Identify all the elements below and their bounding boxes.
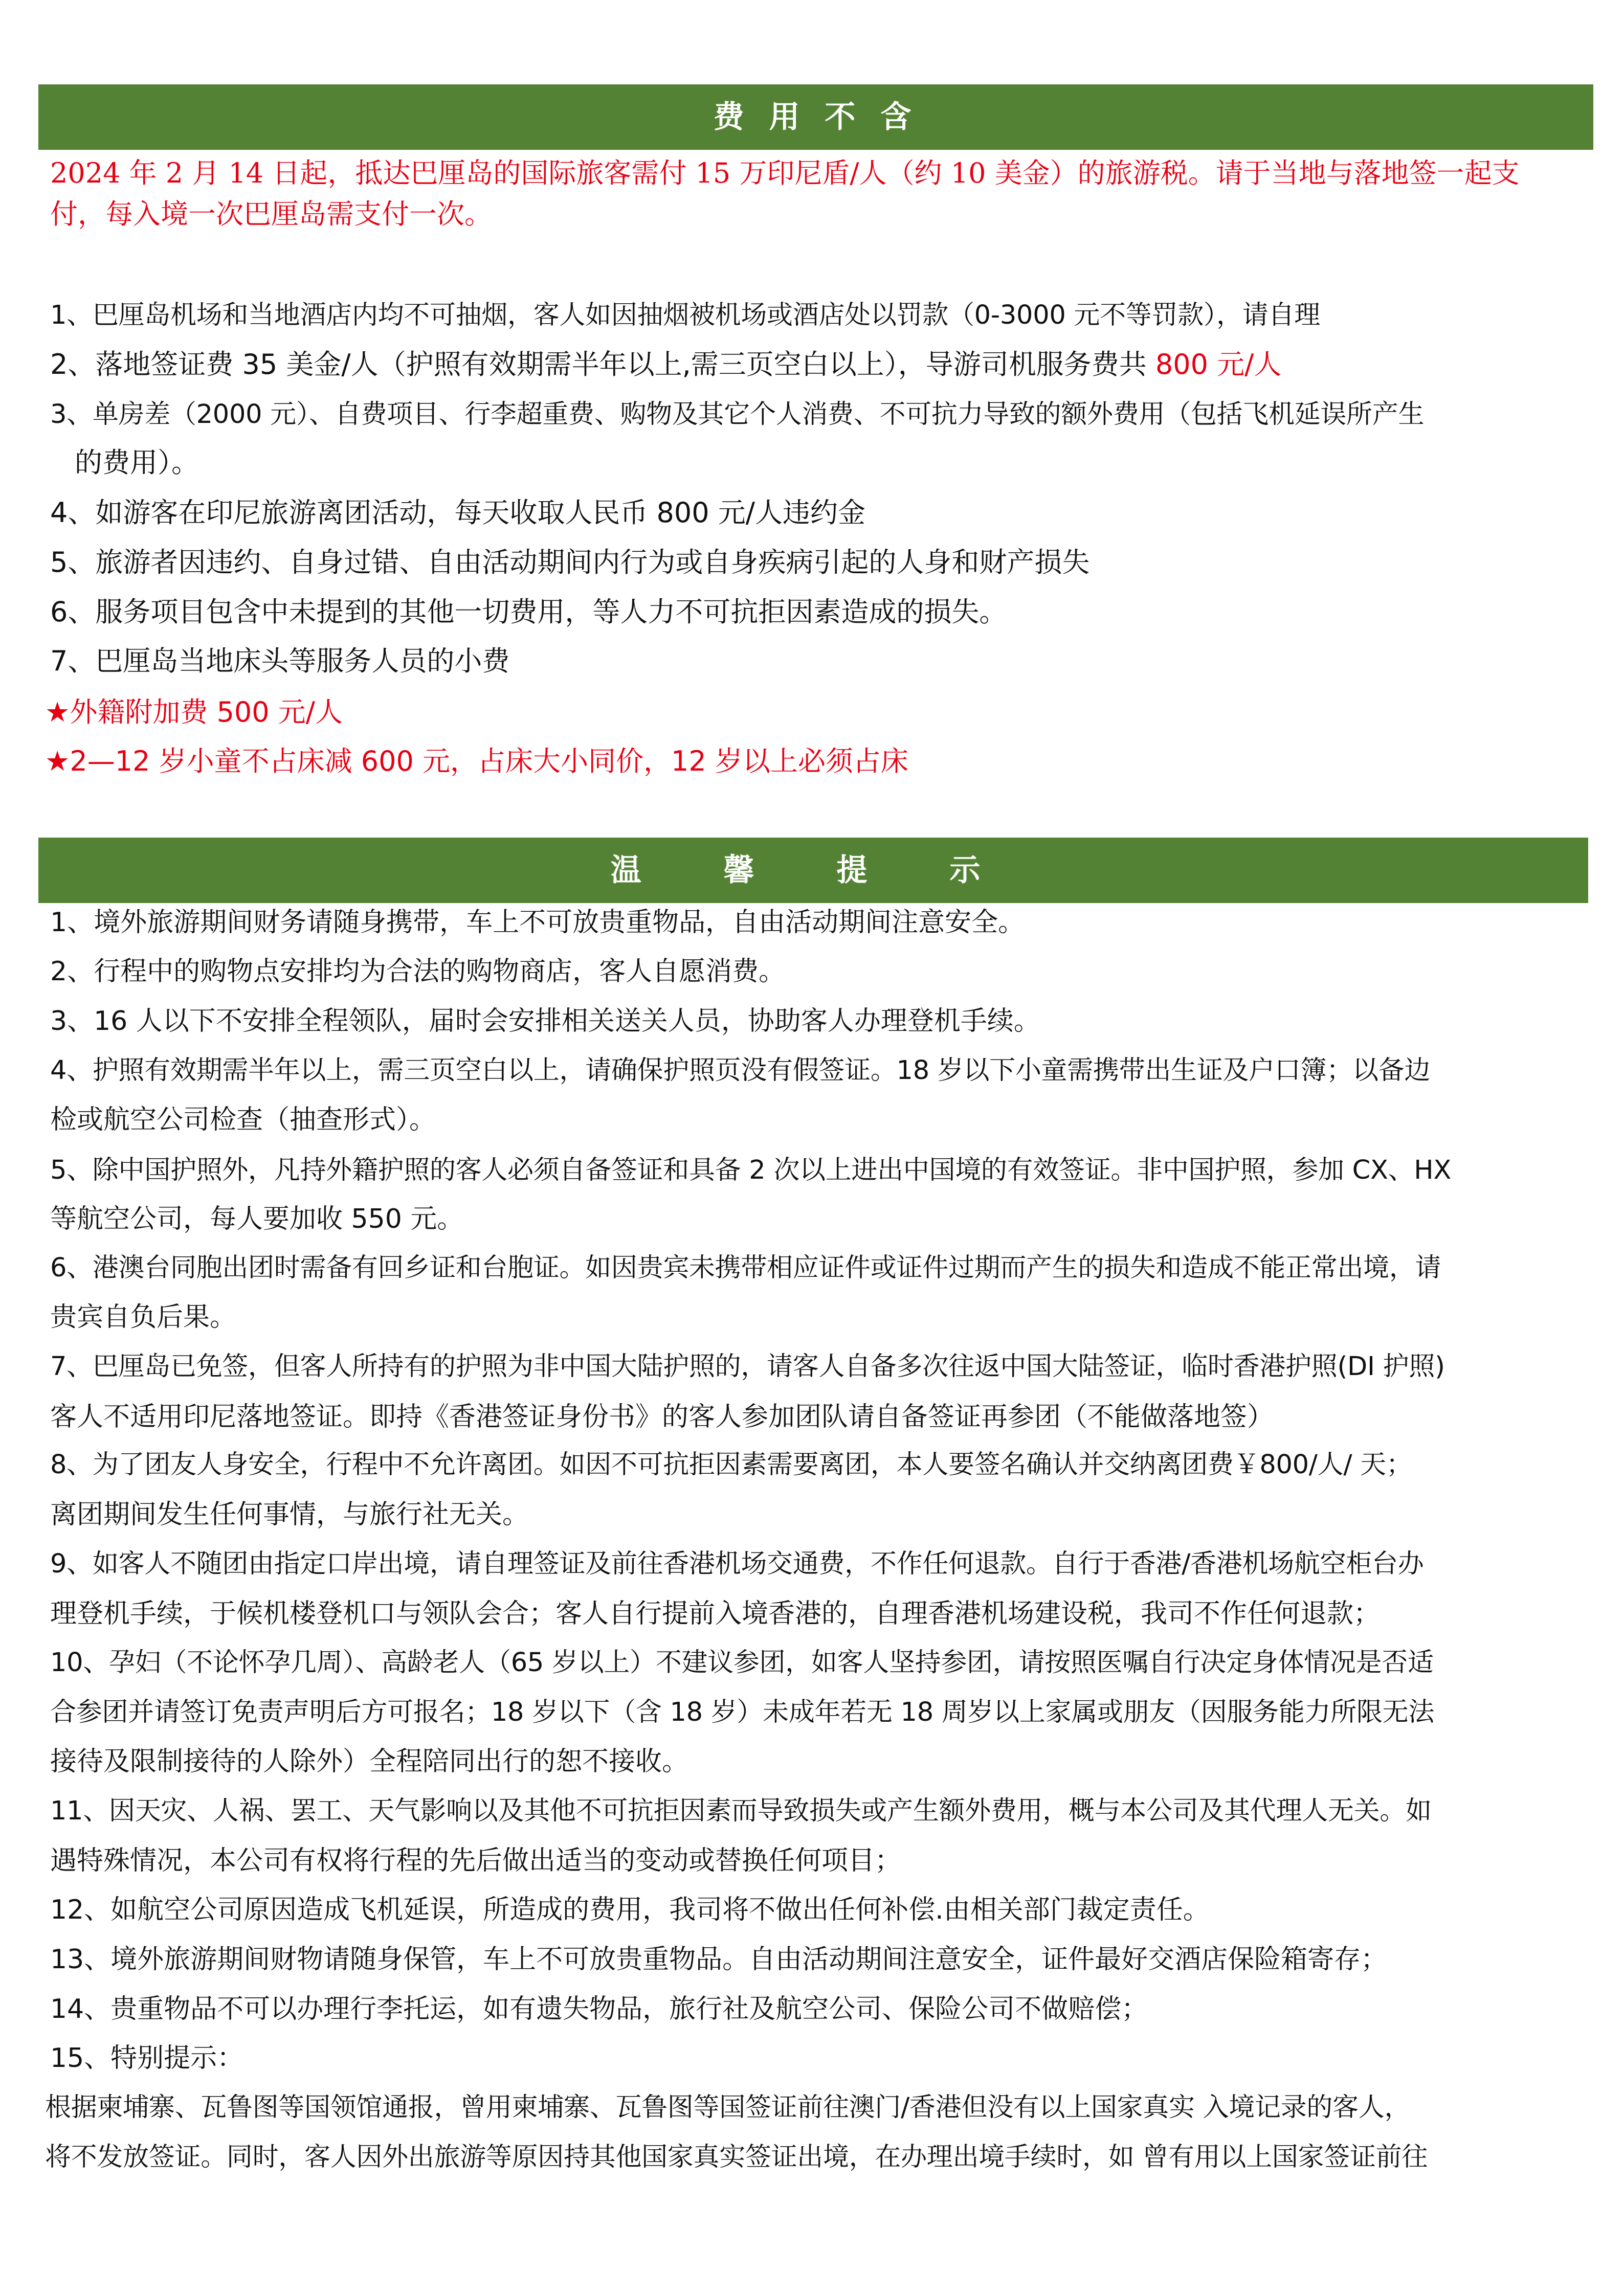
fee-item-6: 6、服务项目包含中未提到的其他一切费用，等人力不可抗拒因素造成的损失。 [50,596,1007,628]
tip-line: 接待及限制接待的人除外）全程陪同出行的恕不接收。 [50,1746,689,1777]
tip-line: 9、如客人不随团由指定口岸出境，请自理签证及前往香港机场交通费，不作任何退款。自行于香港/香港机场航空柜台办 [50,1549,1424,1579]
tip-line: 理登机手续，于候机楼登机口与领队会合；客人自行提前入境香港的，自理香港机场建设税，我司不作任何退款； [50,1599,1381,1629]
tip-line: 6、港澳台同胞出团时需备有回乡证和台胞证。如因贵宾未携带相应证件或证件过期而产生的损失和造成不能正常出境，请 [50,1253,1441,1283]
fee-item-2-text: 2、落地签证费 35 美金/人（护照有效期需半年以上,需三页空白以上），导游司机服务费共 [50,348,1155,380]
fee-item-4: 4、如游客在印尼旅游离团活动，每天收取人民币 800 元/人违约金 [50,497,865,529]
tax-notice-line-2: 付，每入境一次巴厘岛需支付一次。 [50,198,492,230]
tip-line: 2、行程中的购物点安排均为合法的购物商店，客人自愿消费。 [50,956,786,987]
fee-item-5: 5、旅游者因违约、自身过错、自由活动期间内行为或自身疾病引起的人身和财产损失 [50,546,1090,578]
tax-notice-line-1: 2024 年 2 月 14 日起，抵达巴厘岛的国际旅客需付 15 万印尼盾/人（约 10 美金）的旅游税。请于当地与落地签一起支 [50,157,1520,189]
fee-item-3: 3、单房差（2000 元）、自费项目、行李超重费、购物及其它个人消费、不可抗力导致的额外费用（包括飞机延误所产生 [50,399,1425,430]
tip-line: 11、因天灾、人祸、罢工、天气影响以及其他不可抗拒因素而导致损失或产生额外费用，概与本公司及其代理人无关。如 [50,1796,1432,1826]
tip-line: 客人不适用印尼落地签证。即持《香港签证身份书》的客人参加团队请自备签证再参团（不能做落地签） [50,1402,1274,1432]
tip-line: 3、16 人以下不安排全程领队，届时会安排相关送关人员，协助客人办理登机手续。 [50,1006,1040,1037]
tip-line: 合参团并请签订免责声明后方可报名；18 岁以下（含 18 岁）未成年若无 18 周岁以上家属或朋友（因服务能力所限无法 [50,1697,1435,1727]
tip-line: 4、护照有效期需半年以上，需三页空白以上，请确保护照页没有假签证。18 岁以下小童需携带出生证及户口簿；以备边 [50,1055,1431,1086]
tip-line: 1、境外旅游期间财务请随身携带，车上不可放贵重物品，自由活动期间注意安全。 [50,907,1025,938]
star-note-foreigner-surcharge: ★外籍附加费 500 元/人 [45,696,343,728]
section-header-tips: 温 馨 提 示 [38,838,1588,903]
tip-line: 5、除中国护照外，凡持外籍护照的客人必须自备签证和具备 2 次以上进出中国境的有效签证。非中国护照，参加 CX、HX [50,1155,1451,1185]
star-note-child-policy: ★2—12 岁小童不占床减 600 元，占床大小同价，12 岁以上必须占床 [45,745,908,777]
tip-line: 7、巴厘岛已免签，但客人所持有的护照为非中国大陆护照的，请客人自备多次往返中国大陆签证，临时香港护照(DI 护照) [50,1352,1445,1382]
tip-line: 根据柬埔寨、瓦鲁图等国领馆通报，曾用柬埔寨、瓦鲁图等国签证前往澳门/香港但没有以上国家真实 入境记录的客人， [45,2092,1411,2123]
tip-line: 10、孕妇（不论怀孕几周）、高龄老人（65 岁以上）不建议参团，如客人坚持参团，请按照医嘱自行决定身体情况是否适 [50,1648,1434,1678]
tip-line: 离团期间发生任何事情，与旅行社无关。 [50,1499,529,1530]
fee-item-1: 1、巴厘岛机场和当地酒店内均不可抽烟，客人如因抽烟被机场或酒店处以罚款（0-3000 元不等罚款），请自理 [50,300,1320,330]
tip-line: 等航空公司，每人要加收 550 元。 [50,1204,464,1234]
tip-line: 12、如航空公司原因造成飞机延误，所造成的费用，我司将不做出任何补偿.由相关部门裁定责任。 [50,1895,1210,1925]
tip-line: 14、贵重物品不可以办理行李托运，如有遗失物品，旅行社及航空公司、保险公司不做赔偿； [50,1994,1148,2024]
tip-line: 贵宾自负后果。 [50,1302,237,1333]
section-header-fees-excluded: 费 用 不 含 [38,84,1593,150]
guide-fee-highlight: 800 元/人 [1155,348,1282,380]
fee-item-2 [50,346,1281,383]
tip-line: 8、为了团友人身安全，行程中不允许离团。如因不可抗拒因素需要离团，本人要签名确认并交纳离团费￥800/人/ 天； [50,1450,1412,1480]
tip-line: 将不发放签证。同时，客人因外出旅游等原因持其他国家真实签证出境，在办理出境手续时，如 曾有用以上国家签证前往 [45,2142,1428,2172]
tip-line: 13、境外旅游期间财物请随身保管，车上不可放贵重物品。自由活动期间注意安全，证件最好交酒店保险箱寄存； [50,1944,1388,1975]
tip-line: 15、特别提示： [50,2043,244,2074]
fee-item-7: 7、巴厘岛当地床头等服务人员的小费 [50,645,510,677]
tip-line: 遇特殊情况，本公司有权将行程的先后做出适当的变动或替换任何项目； [50,1845,902,1876]
tip-line: 检或航空公司检查（抽查形式）。 [50,1105,436,1135]
fee-item-3-cont: 的费用）。 [75,446,199,479]
